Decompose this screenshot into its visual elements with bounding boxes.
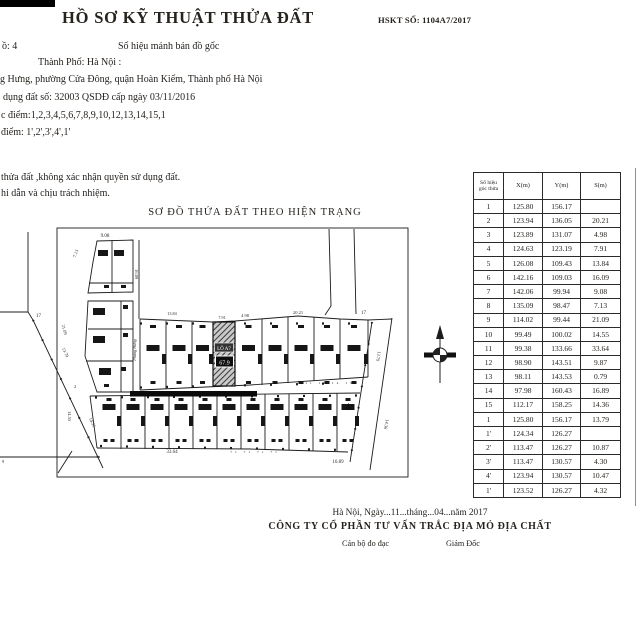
building-mark [203,398,208,401]
coord-cell: 123.19 [543,242,581,256]
dim-label-2021: 20.21 [292,310,304,315]
map-linework [0,228,408,477]
coord-cell: 99.38 [504,341,543,355]
point-id-cell: 13 [474,370,504,384]
building-mark [199,404,212,410]
coord-cell: 21.09 [581,313,621,327]
dim-label-908: 9.08 [100,234,110,239]
table-row [474,356,621,370]
building-mark [248,439,252,442]
point-id-cell: 1' [474,483,504,497]
coord-cell: 16.89 [581,384,621,398]
building-mark [237,416,241,426]
footer-role-surveyor: Cán bộ đo đạc [342,539,390,548]
table-row [474,455,621,469]
point-id-cell: 1 [474,200,504,214]
point-id-cell: 12 [474,356,504,370]
table-row [474,285,621,299]
coord-cell: 109.43 [543,256,581,270]
building-mark [295,404,308,410]
building-mark [231,439,235,442]
coord-cell: 123.94 [504,214,543,228]
building-mark [303,439,307,442]
map-sheet-label: Số hiệu mảnh bản đồ gốc [118,41,220,52]
building-mark [128,439,132,442]
building-mark [284,354,288,364]
building-mark [324,325,330,328]
building-mark [285,416,289,426]
dim-label-1609: 16.09 [134,268,139,280]
coord-cell: 7.13 [581,299,621,313]
parcel-label: LÔ A7 [217,347,231,352]
table-row [474,228,621,242]
point-id-cell: 5 [474,256,504,270]
building-mark [159,439,163,442]
building-mark [310,354,314,364]
building-mark [117,416,121,426]
building-mark [327,439,331,442]
point-label-17-right: 17 [361,311,366,316]
coord-cell: 126.08 [504,256,543,270]
building-mark [351,325,357,328]
point-label-9: 9 [2,459,5,464]
coord-cell: 156.17 [543,200,581,214]
coord-cell: 123.89 [504,228,543,242]
building-mark [224,439,228,442]
building-mark [104,439,108,442]
building-mark [273,381,278,384]
coord-cell: 124.34 [504,427,543,441]
table-row [474,441,621,455]
building-mark [247,404,260,410]
coord-cell: 9.87 [581,356,621,370]
building-mark [364,354,368,364]
table-row [474,200,621,214]
point-id-cell: 10 [474,327,504,341]
city-line: Thành Phố: Hà Nội : [38,57,122,68]
coord-cell: 142.06 [504,285,543,299]
boundary-points-line: c điểm:1,2,3,4,5,6,7,8,9,10,12,13,14,15,1 [1,110,166,121]
dim-label-1689: 16.89 [332,460,344,465]
coord-cell: 0.79 [581,370,621,384]
building-mark [258,354,262,364]
coord-cell: 124.63 [504,242,543,256]
coord-cell: 160.43 [543,384,581,398]
dim-label-1436-left: 14.36 [87,416,97,429]
point-id-cell: 2' [474,441,504,455]
header-point-id-line1: Số hiệu [480,179,497,186]
coord-cell: 143.53 [543,370,581,384]
hskt-number: HSKT SỐ: 1104A7/2017 [378,15,472,25]
coord-cell: 14.55 [581,327,621,341]
coord-cell: 14.36 [581,398,621,412]
map-sheet-no: ồ: 4 [2,41,18,52]
building-mark [200,325,206,328]
table-row [474,270,621,284]
building-mark [246,381,251,384]
coord-cell: 142.16 [504,270,543,284]
building-mark [271,404,284,410]
building-mark [275,398,280,401]
building-mark [295,345,308,351]
building-mark [348,345,361,351]
table-row [474,483,621,497]
point-id-cell: 4' [474,469,504,483]
building-mark [227,398,232,401]
coord-cell: 130.57 [543,455,581,469]
subject-parcel-hatch [213,322,235,386]
building-mark [213,416,217,426]
note-line-1: thửa đất ,không xác nhận quyền sử dụng đất. [1,172,181,183]
header-x: X(m) [504,173,543,200]
building-mark [207,439,211,442]
building-mark [319,404,332,410]
coord-cell: 113.47 [504,441,543,455]
building-mark [150,325,156,328]
building-mark [151,404,164,410]
building-mark [176,439,180,442]
coord-cell [581,200,621,214]
page-title: HỒ SƠ KỸ THUẬT THỬA ĐẤT [62,8,315,27]
table-row [474,256,621,270]
point-id-cell: 14 [474,384,504,398]
table-row [474,469,621,483]
coord-cell: 130.57 [543,469,581,483]
header-y: Y(m) [543,173,581,200]
dim-label-1384: 13.84 [167,311,177,316]
building-mark [309,416,313,426]
building-mark [323,398,328,401]
street-label: Phùng Hưng [132,339,137,361]
point-id-cell: 11 [474,341,504,355]
building-mark [261,416,265,426]
coordinates-table [473,172,621,498]
coord-cell: 131.07 [543,228,581,242]
building-mark [196,345,209,351]
building-mark [346,398,351,401]
building-mark [320,439,324,442]
parcel-area: 67.9 [219,360,230,367]
building-mark [343,439,347,442]
building-mark [355,416,359,426]
header-point-id-line2: góc thửa [478,186,499,192]
point-id-cell: 4 [474,242,504,256]
coord-cell: 100.02 [543,327,581,341]
dim-label-498: 4.98 [241,313,249,318]
point-id-cell: 8 [474,299,504,313]
certificate-line: dụng đất số: 32003 QSDĐ cấp ngày 03/11/2016 [3,92,196,103]
table-row [474,384,621,398]
building-strip [130,391,257,397]
building-mark [189,416,193,426]
coord-cell: 97.98 [504,384,543,398]
building-mark [321,345,334,351]
coord-cell: 109.03 [543,270,581,284]
point-id-cell: 7 [474,285,504,299]
point-label-17-left: 17 [36,314,41,319]
coord-cell: 156.17 [543,412,581,426]
dim-label-1455: 14.55 [67,410,72,422]
coord-cell: 98.11 [504,370,543,384]
coord-cell: 13.79 [581,412,621,426]
building-mark [183,439,187,442]
building-mark [135,439,139,442]
coord-cell: 136.05 [543,214,581,228]
table-row [474,313,621,327]
coord-cell: 114.02 [504,313,543,327]
building-mark [296,439,300,442]
address-line: g Hưng, phường Cửa Đông, quận Hoàn Kiếm, Thành phố Hà Nội [0,74,263,85]
building-mark [152,439,156,442]
coord-cell [581,427,621,441]
coordinates-table-header [474,173,621,200]
table-row [474,341,621,355]
coord-cell: 123.94 [504,469,543,483]
building-mark [299,398,304,401]
coord-cell: 135.09 [504,299,543,313]
building-mark [350,439,354,442]
building-mark [103,404,116,410]
building-mark [165,416,169,426]
point-id-cell: 1 [474,412,504,426]
building-mark [107,398,112,401]
building-mark [155,398,160,401]
coord-cell: 98.90 [504,356,543,370]
table-row [474,242,621,256]
building-mark [336,354,340,364]
coord-cell: 20.21 [581,214,621,228]
coord-cell: 123.52 [504,483,543,497]
coord-cell: 126.27 [543,441,581,455]
boundary-points2-line: điểm: 1',2',3',4',1' [1,127,71,138]
point-numbers-bottom: 71 71 71 71 [230,450,280,454]
building-mark [209,354,213,364]
dim-label-2109: 21.09 [60,324,69,336]
dim-label-791: 7.91 [218,315,226,320]
coord-cell: 125.80 [504,200,543,214]
point-id-cell: 6 [474,270,504,284]
coord-cell: 143.51 [543,356,581,370]
building-mark [251,398,256,401]
table-row [474,214,621,228]
coord-cell: 112.17 [504,398,543,412]
coord-cell: 4.32 [581,483,621,497]
point-id-cell: 3 [474,228,504,242]
table-row [474,370,621,384]
building-mark [175,404,188,410]
point-label-2: 2 [74,384,77,389]
coord-cell: 99.44 [543,313,581,327]
coord-cell: 113.47 [504,455,543,469]
building-mark [242,345,255,351]
header-s: S(m) [581,173,621,200]
table-row [474,299,621,313]
scan-edge-line [635,168,636,506]
building-mark [333,416,337,426]
building-mark [200,439,204,442]
building-mark [246,325,252,328]
table-row [474,327,621,341]
coord-cell: 158.25 [543,398,581,412]
building-mark [299,381,304,384]
building-mark [272,439,276,442]
point-id-cell: 2 [474,214,504,228]
point-id-cell: 9 [474,313,504,327]
building-mark [269,345,282,351]
coord-cell: 4.30 [581,455,621,469]
building-mark [272,325,278,328]
building-mark [151,381,156,384]
table-row [474,398,621,412]
coord-cell: 126.27 [543,483,581,497]
coord-cell: 10.47 [581,469,621,483]
building-mark [173,345,186,351]
left-block-buildings [93,250,128,387]
dim-label-3364: 33.64 [166,450,178,455]
coord-cell: 13.84 [581,256,621,270]
coord-cell: 4.98 [581,228,621,242]
coord-cell: 7.91 [581,242,621,256]
building-mark [177,381,182,384]
north-compass-icon [424,325,456,383]
coord-cell: 9.08 [581,285,621,299]
footer-company: CÔNG TY CỔ PHẦN TƯ VẤN TRẮC ĐỊA MỎ ĐỊA CHẤT [268,521,552,532]
building-mark [298,325,304,328]
building-mark [188,354,192,364]
subject-parcel [213,322,235,386]
coord-cell: 126.27 [543,427,581,441]
building-mark [162,354,166,364]
building-mark [200,381,205,384]
point-id-cell: 15 [474,398,504,412]
building-mark [223,404,236,410]
coord-cell: 10.87 [581,441,621,455]
building-mark [141,416,145,426]
coord-cell: 125.80 [504,412,543,426]
table-row [474,412,621,426]
dim-label-1379-left: 13.79 [60,346,70,359]
map-caption: SƠ ĐỒ THỬA ĐẤT THEO HIỆN TRẠNG [148,207,362,218]
point-id-cell: 3' [474,455,504,469]
coord-cell: 99.94 [543,285,581,299]
header-point-id [474,173,504,200]
coord-cell: 99.49 [504,327,543,341]
building-mark [255,439,259,442]
building-mark [111,439,115,442]
point-numbers-row: 11 12 14 15 [305,381,355,385]
building-mark [179,398,184,401]
coord-cell: 133.66 [543,341,581,355]
building-mark [176,325,182,328]
footer-date: Hà Nội, Ngày...11...tháng...04...năm 2017 [332,508,488,518]
coord-cell: 16.09 [581,270,621,284]
dim-label-1436-right: 14.36 [383,418,390,430]
building-mark [279,439,283,442]
footer-role-director: Giám Đốc [446,539,480,548]
building-mark [131,398,136,401]
coord-cell: 98.47 [543,299,581,313]
dim-label-1379-right: 13.79 [375,350,382,362]
point-id-cell: 1' [474,427,504,441]
dim-label-713: 7.13 [71,248,80,259]
table-row [474,427,621,441]
building-mark [147,345,160,351]
building-mark [127,404,140,410]
coord-cell: 33.64 [581,341,621,355]
coords-table-body [474,200,621,498]
note-line-2: hỉ dẫn và chịu trách nhiệm. [1,188,110,199]
